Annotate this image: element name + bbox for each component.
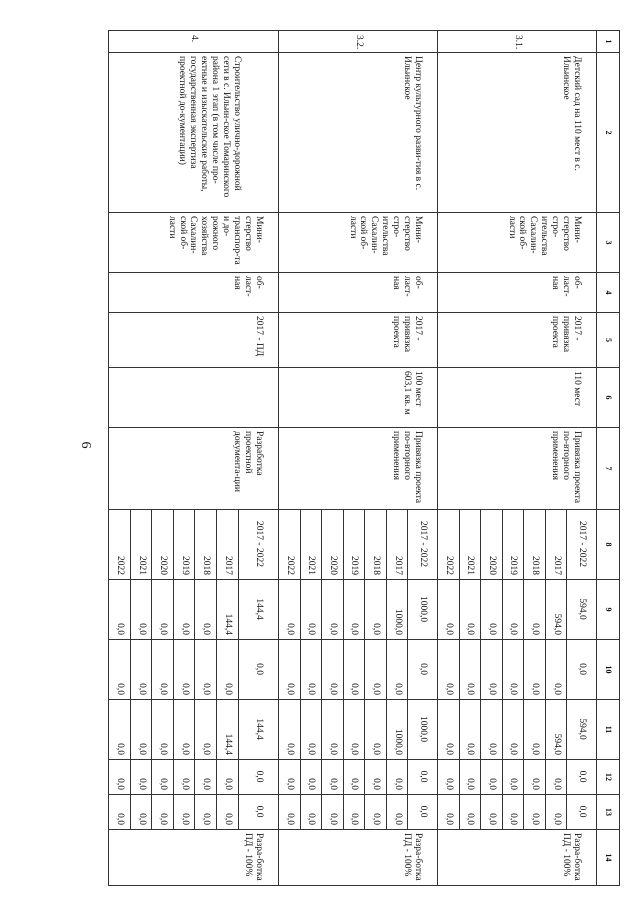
amount-c10: 0,0	[238, 640, 278, 700]
row-number: 3.2.	[279, 31, 438, 53]
amount-c9: 0,0	[173, 580, 195, 640]
stage-description: Разработка проектной документа-ции	[109, 428, 279, 510]
amount-c12: 0,0	[279, 760, 301, 795]
amount-c12: 0,0	[408, 760, 438, 795]
year: 2019	[173, 510, 195, 580]
amount-c13: 0,0	[386, 795, 408, 830]
amount-c10: 0,0	[130, 640, 152, 700]
amount-c9: 0,0	[152, 580, 174, 640]
amount-c11: 1000,0	[408, 700, 438, 760]
amount-c10: 0,0	[459, 640, 481, 700]
amount-c12: 0,0	[343, 760, 365, 795]
amount-c10: 0,0	[408, 640, 438, 700]
year: 2020	[481, 510, 503, 580]
amount-c13: 0,0	[567, 795, 597, 830]
amount-c11: 1000,0	[386, 700, 408, 760]
year: 2020	[152, 510, 174, 580]
header-cell: 13	[597, 795, 620, 830]
amount-c13: 0,0	[365, 795, 387, 830]
amount-c9: 144,4	[238, 580, 278, 640]
row-number: 3.1.	[438, 31, 597, 53]
amount-c10: 0,0	[545, 640, 567, 700]
amount-c10: 0,0	[173, 640, 195, 700]
rotated-table-container	[108, 30, 620, 885]
year: 2019	[343, 510, 365, 580]
amount-c11: 594,0	[567, 700, 597, 760]
amount-c13: 0,0	[502, 795, 524, 830]
header-cell: 10	[597, 640, 620, 700]
amount-c11: 0,0	[459, 700, 481, 760]
amount-c12: 0,0	[481, 760, 503, 795]
responsible-ministry: Мини-стерство стро-ительства Сахалин-ской об-ласти	[279, 213, 438, 273]
amount-c13: 0,0	[343, 795, 365, 830]
amount-c10: 0,0	[109, 640, 131, 700]
object-name: Центр культурного разви-тия в с. Ильинское	[279, 53, 438, 213]
amount-c13: 0,0	[438, 795, 460, 830]
amount-c9: 0,0	[195, 580, 217, 640]
amount-c13: 0,0	[195, 795, 217, 830]
capacity	[109, 368, 279, 428]
amount-c11: 0,0	[300, 700, 322, 760]
amount-c10: 0,0	[300, 640, 322, 700]
amount-c12: 0,0	[545, 760, 567, 795]
year: 2020	[322, 510, 344, 580]
amount-c9: 0,0	[481, 580, 503, 640]
amount-c9: 0,0	[130, 580, 152, 640]
result-note: Разра-ботка ПД - 100%	[279, 830, 438, 886]
stage-description: Привязка проекта по-вторного применения	[438, 428, 597, 510]
work-type: 2017 - привязка проекта	[438, 313, 597, 368]
year: 2021	[459, 510, 481, 580]
year: 2022	[109, 510, 131, 580]
amount-c9: 0,0	[524, 580, 546, 640]
amount-c13: 0,0	[408, 795, 438, 830]
amount-c11: 144,4	[217, 700, 239, 760]
object-name: Строительство улично-дорожной сети в с. Ильин-ское Томаринского района 1 этап (в том числе про-ектные и изыскательские работы, государственная экспертиза проектной до-кументации)	[109, 53, 279, 213]
amount-c10: 0,0	[343, 640, 365, 700]
header-cell: 6	[597, 368, 620, 428]
page-number: 6	[78, 441, 93, 449]
amount-c11: 0,0	[524, 700, 546, 760]
period-total: 2017 - 2022	[238, 510, 278, 580]
amount-c9: 0,0	[438, 580, 460, 640]
amount-c9: 594,0	[545, 580, 567, 640]
amount-c13: 0,0	[152, 795, 174, 830]
record-total-row	[238, 31, 278, 886]
period-total: 2017 - 2022	[567, 510, 597, 580]
amount-c11: 0,0	[279, 700, 301, 760]
year: 2021	[300, 510, 322, 580]
stage-description: Привязка проекта по-вторного применения	[279, 428, 438, 510]
amount-c10: 0,0	[322, 640, 344, 700]
amount-c11: 0,0	[173, 700, 195, 760]
amount-c9: 0,0	[343, 580, 365, 640]
amount-c12: 0,0	[238, 760, 278, 795]
amount-c13: 0,0	[109, 795, 131, 830]
header-cell: 2	[597, 53, 620, 213]
header-cell: 11	[597, 700, 620, 760]
year: 2017	[386, 510, 408, 580]
amount-c10: 0,0	[502, 640, 524, 700]
amount-c11: 0,0	[130, 700, 152, 760]
header-cell: 14	[597, 830, 620, 886]
amount-c11: 0,0	[152, 700, 174, 760]
amount-c12: 0,0	[130, 760, 152, 795]
amount-c12: 0,0	[502, 760, 524, 795]
amount-c9: 0,0	[279, 580, 301, 640]
amount-c13: 0,0	[545, 795, 567, 830]
capacity: 100 мест 603,1 кв. м	[279, 368, 438, 428]
program-table	[108, 30, 620, 886]
record-total-row	[408, 31, 438, 886]
amount-c13: 0,0	[322, 795, 344, 830]
year: 2022	[279, 510, 301, 580]
amount-c10: 0,0	[438, 640, 460, 700]
amount-c11: 594,0	[545, 700, 567, 760]
work-type: 2017 - ПД	[109, 313, 279, 368]
ownership-level: об-ласт-ная	[109, 273, 279, 313]
amount-c12: 0,0	[524, 760, 546, 795]
amount-c12: 0,0	[567, 760, 597, 795]
amount-c13: 0,0	[459, 795, 481, 830]
responsible-ministry: Мини-стерство стро-ительства Сахалин-ской об-ласти	[438, 213, 597, 273]
record-total-row	[567, 31, 597, 886]
year: 2017	[217, 510, 239, 580]
amount-c12: 0,0	[300, 760, 322, 795]
amount-c10: 0,0	[195, 640, 217, 700]
amount-c11: 0,0	[502, 700, 524, 760]
amount-c13: 0,0	[524, 795, 546, 830]
amount-c9: 0,0	[459, 580, 481, 640]
amount-c12: 0,0	[459, 760, 481, 795]
capacity: 110 мест	[438, 368, 597, 428]
amount-c12: 0,0	[365, 760, 387, 795]
header-cell: 7	[597, 428, 620, 510]
header-cell: 4	[597, 273, 620, 313]
amount-c13: 0,0	[300, 795, 322, 830]
amount-c11: 0,0	[343, 700, 365, 760]
amount-c12: 0,0	[322, 760, 344, 795]
table-body	[109, 31, 620, 886]
row-number: 4.	[109, 31, 279, 53]
ownership-level: об-ласт-ная	[279, 273, 438, 313]
amount-c10: 0,0	[217, 640, 239, 700]
amount-c10: 0,0	[481, 640, 503, 700]
amount-c12: 0,0	[109, 760, 131, 795]
amount-c9: 144,4	[217, 580, 239, 640]
amount-c11: 144,4	[238, 700, 278, 760]
header-cell: 5	[597, 313, 620, 368]
amount-c11: 0,0	[438, 700, 460, 760]
amount-c11: 0,0	[109, 700, 131, 760]
year: 2021	[130, 510, 152, 580]
year: 2017	[545, 510, 567, 580]
amount-c10: 0,0	[279, 640, 301, 700]
work-type: 2017 - привязка проекта	[279, 313, 438, 368]
amount-c10: 0,0	[152, 640, 174, 700]
header-cell: 12	[597, 760, 620, 795]
amount-c12: 0,0	[438, 760, 460, 795]
amount-c13: 0,0	[130, 795, 152, 830]
ownership-level: об-ласт-ная	[438, 273, 597, 313]
amount-c11: 0,0	[481, 700, 503, 760]
amount-c10: 0,0	[386, 640, 408, 700]
amount-c11: 0,0	[195, 700, 217, 760]
amount-c9: 0,0	[365, 580, 387, 640]
amount-c12: 0,0	[217, 760, 239, 795]
amount-c10: 0,0	[524, 640, 546, 700]
amount-c13: 0,0	[217, 795, 239, 830]
header-cell: 8	[597, 510, 620, 580]
amount-c9: 0,0	[300, 580, 322, 640]
year: 2022	[438, 510, 460, 580]
amount-c12: 0,0	[173, 760, 195, 795]
header-row	[597, 31, 620, 886]
amount-c10: 0,0	[567, 640, 597, 700]
amount-c13: 0,0	[279, 795, 301, 830]
amount-c12: 0,0	[152, 760, 174, 795]
header-cell: 1	[597, 31, 620, 53]
amount-c9: 0,0	[109, 580, 131, 640]
amount-c12: 0,0	[195, 760, 217, 795]
header-cell: 9	[597, 580, 620, 640]
amount-c13: 0,0	[238, 795, 278, 830]
amount-c13: 0,0	[173, 795, 195, 830]
amount-c9: 1000,0	[386, 580, 408, 640]
amount-c13: 0,0	[481, 795, 503, 830]
amount-c10: 0,0	[365, 640, 387, 700]
amount-c9: 0,0	[322, 580, 344, 640]
result-note: Разра-ботка ПД - 100%	[109, 830, 279, 886]
amount-c11: 0,0	[322, 700, 344, 760]
header-cell: 3	[597, 213, 620, 273]
year: 2018	[195, 510, 217, 580]
amount-c9: 0,0	[502, 580, 524, 640]
year: 2019	[502, 510, 524, 580]
amount-c9: 1000,0	[408, 580, 438, 640]
year: 2018	[365, 510, 387, 580]
amount-c11: 0,0	[365, 700, 387, 760]
amount-c12: 0,0	[386, 760, 408, 795]
period-total: 2017 - 2022	[408, 510, 438, 580]
responsible-ministry: Мини-стерство транспор-та и до-рожного хозяйства Сахалин-ской об-ласти	[109, 213, 279, 273]
object-name: Детский сад на 110 мест в с. Ильинское	[438, 53, 597, 213]
year: 2018	[524, 510, 546, 580]
result-note: Разра-ботка ПД - 100%	[438, 830, 597, 886]
amount-c9: 594,0	[567, 580, 597, 640]
